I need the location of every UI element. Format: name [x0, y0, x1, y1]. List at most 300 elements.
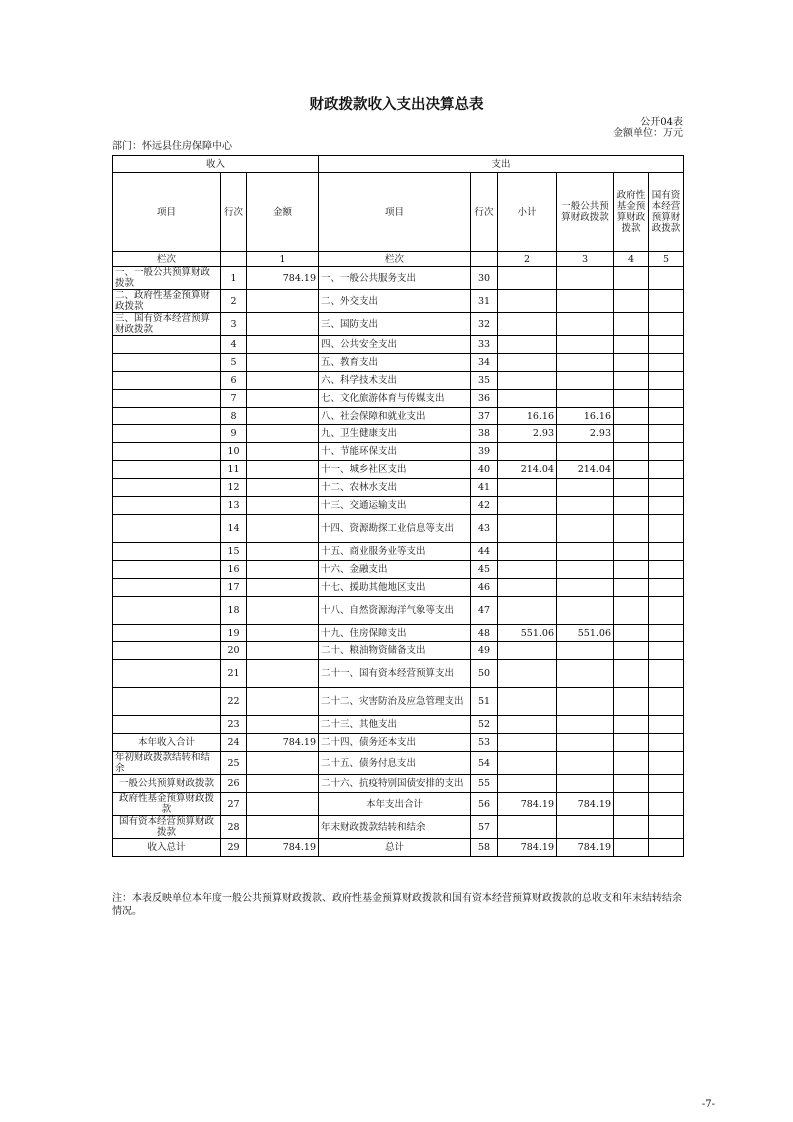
- expense-line-cell: 37: [471, 407, 498, 425]
- expense-item-cell: 六、科学技术支出: [319, 371, 471, 389]
- empty-cell: [221, 252, 247, 267]
- gov-fund-cell: [614, 267, 649, 290]
- expense-line-cell: 41: [471, 479, 498, 497]
- subtotal-cell: [498, 560, 557, 578]
- header-row-columns: [113, 173, 684, 252]
- table-row: [113, 839, 684, 857]
- income-item-cell: [113, 479, 221, 497]
- expense-item-cell: 二、外交支出: [319, 290, 471, 313]
- subtotal-cell: 784.19: [498, 793, 557, 816]
- state-capital-cell: [649, 816, 684, 839]
- expense-item-cell: 二十四、债务还本支出: [319, 734, 471, 752]
- gov-fund-cell: [614, 816, 649, 839]
- expense-line-cell: 51: [471, 688, 498, 716]
- income-item-cell: [113, 542, 221, 560]
- income-amount-cell: [247, 596, 319, 624]
- income-amount-cell: [247, 642, 319, 660]
- expense-line-cell: 44: [471, 542, 498, 560]
- income-item-cell: [113, 560, 221, 578]
- expense-item-cell: 三、国防支出: [319, 313, 471, 336]
- income-amount-cell: [247, 624, 319, 642]
- income-line-cell: 28: [221, 816, 247, 839]
- expense-line-cell: 35: [471, 371, 498, 389]
- gov-fund-cell: [614, 578, 649, 596]
- income-line-cell: 9: [221, 425, 247, 443]
- expense-item-cell: 十九、住房保障支出: [319, 624, 471, 642]
- income-amount-cell: [247, 479, 319, 497]
- expense-line-cell: 58: [471, 839, 498, 857]
- gov-fund-cell: [614, 497, 649, 515]
- col-number-2: 2: [498, 252, 557, 267]
- state-capital-cell: [649, 734, 684, 752]
- table-row: [113, 775, 684, 793]
- expense-line-cell: 49: [471, 642, 498, 660]
- expense-line-cell: 53: [471, 734, 498, 752]
- income-amount-cell: [247, 793, 319, 816]
- state-capital-cell: [649, 596, 684, 624]
- gov-fund-cell: [614, 353, 649, 371]
- amount-unit: 金额单位：万元: [613, 128, 683, 139]
- income-amount-cell: [247, 688, 319, 716]
- state-capital-cell: [649, 461, 684, 479]
- state-capital-cell: [649, 336, 684, 354]
- income-item-cell: 二、政府性基金预算财政拨款: [113, 290, 221, 313]
- subtotal-cell: [498, 267, 557, 290]
- income-amount-cell: [247, 752, 319, 775]
- subtotal-cell: [498, 752, 557, 775]
- expense-item-cell: 九、卫生健康支出: [319, 425, 471, 443]
- state-capital-cell: [649, 624, 684, 642]
- subtotal-cell: [498, 542, 557, 560]
- table-row: [113, 716, 684, 734]
- expense-item-cell: 二十五、债务付息支出: [319, 752, 471, 775]
- income-line-cell: 17: [221, 578, 247, 596]
- col-number-1: 1: [247, 252, 319, 267]
- income-line-header: 行次: [221, 173, 247, 252]
- general-budget-cell: [557, 443, 614, 461]
- subtotal-cell: [498, 688, 557, 716]
- income-item-cell: [113, 624, 221, 642]
- income-line-cell: 1: [221, 267, 247, 290]
- expense-line-cell: 33: [471, 336, 498, 354]
- expense-item-cell: 四、公共安全支出: [319, 336, 471, 354]
- income-amount-cell: [247, 443, 319, 461]
- income-item-cell: 一、一般公共预算财政拨款: [113, 267, 221, 290]
- subtotal-cell: [498, 479, 557, 497]
- expense-line-cell: 34: [471, 353, 498, 371]
- col-number-4: 4: [614, 252, 649, 267]
- income-item-cell: 国有资本经营预算财政拨款: [113, 816, 221, 839]
- income-item-cell: 一般公共预算财政拨款: [113, 775, 221, 793]
- table-row: [113, 752, 684, 775]
- state-capital-cell: [649, 542, 684, 560]
- subtotal-cell: 551.06: [498, 624, 557, 642]
- expense-item-cell: 十四、资源勘探工业信息等支出: [319, 514, 471, 542]
- income-item-cell: [113, 514, 221, 542]
- expense-line-cell: 38: [471, 425, 498, 443]
- expense-line-cell: 52: [471, 716, 498, 734]
- state-capital-cell: [649, 371, 684, 389]
- budget-summary-table: [112, 155, 684, 857]
- gov-fund-cell: [614, 443, 649, 461]
- income-line-cell: 8: [221, 407, 247, 425]
- expense-item-cell: 十三、交通运输支出: [319, 497, 471, 515]
- income-line-cell: 4: [221, 336, 247, 354]
- table-row: [113, 479, 684, 497]
- gov-fund-cell: [614, 389, 649, 407]
- subtotal-cell: [498, 313, 557, 336]
- general-budget-cell: [557, 816, 614, 839]
- income-line-cell: 25: [221, 752, 247, 775]
- department-label: 部门：怀远县住房保障中心: [112, 141, 232, 152]
- general-budget-cell: [557, 542, 614, 560]
- state-capital-cell: [649, 716, 684, 734]
- income-amount-cell: [247, 371, 319, 389]
- income-line-cell: 7: [221, 389, 247, 407]
- general-budget-cell: [557, 479, 614, 497]
- table-row: [113, 688, 684, 716]
- table-row: [113, 336, 684, 354]
- income-item-cell: [113, 596, 221, 624]
- general-budget-cell: [557, 596, 614, 624]
- expense-item-cell: 五、教育支出: [319, 353, 471, 371]
- table-row: [113, 596, 684, 624]
- income-item-cell: [113, 425, 221, 443]
- col-label-right: 栏次: [319, 252, 471, 267]
- gov-fund-cell: [614, 290, 649, 313]
- income-amount-cell: [247, 578, 319, 596]
- income-amount-cell: [247, 660, 319, 688]
- table-row: [113, 267, 684, 290]
- state-capital-cell: [649, 560, 684, 578]
- income-line-cell: 20: [221, 642, 247, 660]
- col-number-3: 3: [557, 252, 614, 267]
- general-budget-cell: [557, 578, 614, 596]
- income-item-cell: [113, 642, 221, 660]
- subtotal-cell: [498, 642, 557, 660]
- general-budget-cell: 2.93: [557, 425, 614, 443]
- expense-line-cell: 43: [471, 514, 498, 542]
- income-item-cell: [113, 407, 221, 425]
- expense-item-cell: 二十、粮油物资储备支出: [319, 642, 471, 660]
- empty-cell: [471, 252, 498, 267]
- subtotal-cell: [498, 716, 557, 734]
- table-row: [113, 371, 684, 389]
- state-capital-cell: [649, 389, 684, 407]
- income-line-cell: 2: [221, 290, 247, 313]
- subtotal-cell: [498, 775, 557, 793]
- expense-line-cell: 46: [471, 578, 498, 596]
- gov-fund-cell: [614, 336, 649, 354]
- expense-line-cell: 39: [471, 443, 498, 461]
- income-amount-cell: [247, 407, 319, 425]
- gov-fund-cell: [614, 407, 649, 425]
- gov-fund-cell: [614, 775, 649, 793]
- income-amount-cell: [247, 313, 319, 336]
- state-capital-cell: [649, 752, 684, 775]
- table-note: 注：本表反映单位本年度一般公共预算财政拨款、政府性基金预算财政拨款和国有资本经营预算财政拨款的总收支和年末结转结余情况。: [112, 893, 682, 917]
- expense-item-cell: 总计: [319, 839, 471, 857]
- income-item-cell: 本年收入合计: [113, 734, 221, 752]
- income-line-cell: 21: [221, 660, 247, 688]
- expense-line-cell: 57: [471, 816, 498, 839]
- expense-item-cell: 本年支出合计: [319, 793, 471, 816]
- income-item-cell: [113, 336, 221, 354]
- income-line-cell: 10: [221, 443, 247, 461]
- subtotal-cell: [498, 660, 557, 688]
- gov-fund-cell: [614, 624, 649, 642]
- table-row: [113, 793, 684, 816]
- expense-item-cell: 十七、援助其他地区支出: [319, 578, 471, 596]
- income-line-cell: 15: [221, 542, 247, 560]
- state-capital-cell: [649, 839, 684, 857]
- header-row-column-numbers: [113, 252, 684, 267]
- expense-group-header: 支出: [319, 156, 684, 173]
- general-budget-cell: 214.04: [557, 461, 614, 479]
- income-item-cell: [113, 688, 221, 716]
- income-amount-cell: 784.19: [247, 734, 319, 752]
- income-line-cell: 22: [221, 688, 247, 716]
- table-row: [113, 290, 684, 313]
- subtotal-cell: [498, 734, 557, 752]
- general-budget-cell: [557, 389, 614, 407]
- income-amount-cell: [247, 716, 319, 734]
- table-row: [113, 514, 684, 542]
- income-line-cell: 16: [221, 560, 247, 578]
- expense-line-cell: 54: [471, 752, 498, 775]
- expense-line-cell: 45: [471, 560, 498, 578]
- expense-line-header: 行次: [471, 173, 498, 252]
- gov-fund-cell: [614, 716, 649, 734]
- general-budget-cell: [557, 313, 614, 336]
- income-amount-cell: 784.19: [247, 267, 319, 290]
- general-budget-header: 一般公共预算财政拨款: [557, 173, 614, 252]
- subtotal-cell: [498, 596, 557, 624]
- table-row: [113, 642, 684, 660]
- income-amount-cell: [247, 389, 319, 407]
- state-capital-cell: [649, 578, 684, 596]
- subtotal-cell: 784.19: [498, 839, 557, 857]
- expense-item-cell: 十五、商业服务业等支出: [319, 542, 471, 560]
- income-line-cell: 5: [221, 353, 247, 371]
- expense-line-cell: 32: [471, 313, 498, 336]
- income-line-cell: 6: [221, 371, 247, 389]
- table-row: [113, 660, 684, 688]
- general-budget-cell: [557, 775, 614, 793]
- income-line-cell: 18: [221, 596, 247, 624]
- income-line-cell: 24: [221, 734, 247, 752]
- income-line-cell: 13: [221, 497, 247, 515]
- subtotal-cell: 16.16: [498, 407, 557, 425]
- expense-item-cell: 十二、农林水支出: [319, 479, 471, 497]
- income-line-cell: 29: [221, 839, 247, 857]
- gov-fund-cell: [614, 642, 649, 660]
- expense-item-cell: 二十一、国有资本经营预算支出: [319, 660, 471, 688]
- gov-fund-cell: [614, 752, 649, 775]
- expense-line-cell: 47: [471, 596, 498, 624]
- state-capital-cell: [649, 497, 684, 515]
- gov-fund-cell: [614, 461, 649, 479]
- income-line-cell: 12: [221, 479, 247, 497]
- income-amount-cell: [247, 514, 319, 542]
- subtotal-cell: [498, 578, 557, 596]
- income-item-cell: 三、国有资本经营预算财政拨款: [113, 313, 221, 336]
- income-item-cell: [113, 716, 221, 734]
- expense-line-cell: 50: [471, 660, 498, 688]
- state-capital-cell: [649, 688, 684, 716]
- general-budget-cell: [557, 716, 614, 734]
- table-row: [113, 542, 684, 560]
- general-budget-cell: 16.16: [557, 407, 614, 425]
- subtotal-cell: [498, 816, 557, 839]
- general-budget-cell: [557, 290, 614, 313]
- income-item-cell: [113, 578, 221, 596]
- income-line-cell: 23: [221, 716, 247, 734]
- general-budget-cell: [557, 734, 614, 752]
- col-label-left: 栏次: [113, 252, 221, 267]
- general-budget-cell: [557, 353, 614, 371]
- income-amount-cell: [247, 425, 319, 443]
- expense-line-cell: 56: [471, 793, 498, 816]
- expense-item-cell: 十八、自然资源海洋气象等支出: [319, 596, 471, 624]
- subtotal-cell: [498, 290, 557, 313]
- state-capital-cell: [649, 514, 684, 542]
- subtotal-cell: 214.04: [498, 461, 557, 479]
- table-row: [113, 461, 684, 479]
- income-item-cell: 政府性基金预算财政拨款: [113, 793, 221, 816]
- expense-item-cell: 八、社会保障和就业支出: [319, 407, 471, 425]
- income-item-cell: [113, 660, 221, 688]
- expense-item-cell: 七、文化旅游体育与传媒支出: [319, 389, 471, 407]
- page-title: 财政拨款收入支出决算总表: [309, 97, 484, 113]
- income-amount-cell: [247, 816, 319, 839]
- income-line-cell: 27: [221, 793, 247, 816]
- expense-line-cell: 48: [471, 624, 498, 642]
- subtotal-cell: [498, 514, 557, 542]
- state-capital-cell: [649, 479, 684, 497]
- state-capital-cell: [649, 775, 684, 793]
- subtotal-cell: [498, 371, 557, 389]
- income-amount-cell: [247, 775, 319, 793]
- expense-item-cell: 十一、城乡社区支出: [319, 461, 471, 479]
- income-group-header: 收入: [113, 156, 319, 173]
- income-amount-cell: [247, 336, 319, 354]
- table-row: [113, 560, 684, 578]
- gov-fund-cell: [614, 514, 649, 542]
- general-budget-cell: [557, 642, 614, 660]
- general-budget-cell: 551.06: [557, 624, 614, 642]
- state-capital-cell: [649, 443, 684, 461]
- gov-fund-cell: [614, 839, 649, 857]
- page-number: -7-: [701, 1099, 715, 1110]
- subtotal-header: 小计: [498, 173, 557, 252]
- general-budget-cell: [557, 514, 614, 542]
- income-amount-header: 金额: [247, 173, 319, 252]
- gov-fund-cell: [614, 425, 649, 443]
- income-item-header: 项目: [113, 173, 221, 252]
- general-budget-cell: [557, 371, 614, 389]
- income-amount-cell: [247, 542, 319, 560]
- income-line-cell: 14: [221, 514, 247, 542]
- general-budget-cell: [557, 688, 614, 716]
- gov-fund-cell: [614, 793, 649, 816]
- table-row: [113, 425, 684, 443]
- state-capital-cell: [649, 290, 684, 313]
- state-capital-cell: [649, 407, 684, 425]
- gov-fund-cell: [614, 734, 649, 752]
- income-item-cell: [113, 461, 221, 479]
- income-item-cell: [113, 353, 221, 371]
- income-amount-cell: [247, 290, 319, 313]
- subtotal-cell: [498, 443, 557, 461]
- income-item-cell: 年初财政拨款结转和结余: [113, 752, 221, 775]
- state-capital-cell: [649, 642, 684, 660]
- general-budget-cell: [557, 497, 614, 515]
- state-capital-header: 国有资本经营预算财政拨款: [649, 173, 684, 252]
- general-budget-cell: [557, 560, 614, 578]
- form-code: 公开04表: [640, 117, 683, 128]
- expense-item-cell: 十、节能环保支出: [319, 443, 471, 461]
- general-budget-cell: [557, 336, 614, 354]
- table-row: [113, 389, 684, 407]
- income-line-cell: 3: [221, 313, 247, 336]
- general-budget-cell: [557, 752, 614, 775]
- table-row: [113, 353, 684, 371]
- subtotal-cell: [498, 389, 557, 407]
- expense-item-cell: 一、一般公共服务支出: [319, 267, 471, 290]
- subtotal-cell: [498, 353, 557, 371]
- gov-fund-cell: [614, 560, 649, 578]
- state-capital-cell: [649, 660, 684, 688]
- gov-fund-cell: [614, 660, 649, 688]
- expense-line-cell: 40: [471, 461, 498, 479]
- expense-item-cell: 二十二、灾害防治及应急管理支出: [319, 688, 471, 716]
- income-amount-cell: 784.19: [247, 839, 319, 857]
- income-amount-cell: [247, 560, 319, 578]
- table-row: [113, 578, 684, 596]
- expense-line-cell: 31: [471, 290, 498, 313]
- table-row: [113, 443, 684, 461]
- expense-item-header: 项目: [319, 173, 471, 252]
- expense-line-cell: 30: [471, 267, 498, 290]
- general-budget-cell: 784.19: [557, 793, 614, 816]
- expense-line-cell: 36: [471, 389, 498, 407]
- state-capital-cell: [649, 793, 684, 816]
- expense-line-cell: 55: [471, 775, 498, 793]
- expense-line-cell: 42: [471, 497, 498, 515]
- header-row-groups: [113, 156, 684, 173]
- state-capital-cell: [649, 353, 684, 371]
- general-budget-cell: [557, 660, 614, 688]
- table-row: [113, 624, 684, 642]
- income-item-cell: [113, 371, 221, 389]
- subtotal-cell: 2.93: [498, 425, 557, 443]
- income-item-cell: 收入总计: [113, 839, 221, 857]
- gov-fund-cell: [614, 542, 649, 560]
- general-budget-cell: [557, 267, 614, 290]
- gov-fund-cell: [614, 479, 649, 497]
- income-line-cell: 19: [221, 624, 247, 642]
- col-number-5: 5: [649, 252, 684, 267]
- table-row: [113, 734, 684, 752]
- expense-item-cell: 二十三、其他支出: [319, 716, 471, 734]
- subtotal-cell: [498, 497, 557, 515]
- income-item-cell: [113, 497, 221, 515]
- table-row: [113, 313, 684, 336]
- income-line-cell: 26: [221, 775, 247, 793]
- gov-fund-cell: [614, 688, 649, 716]
- gov-fund-header: 政府性基金预算财政拨款: [614, 173, 649, 252]
